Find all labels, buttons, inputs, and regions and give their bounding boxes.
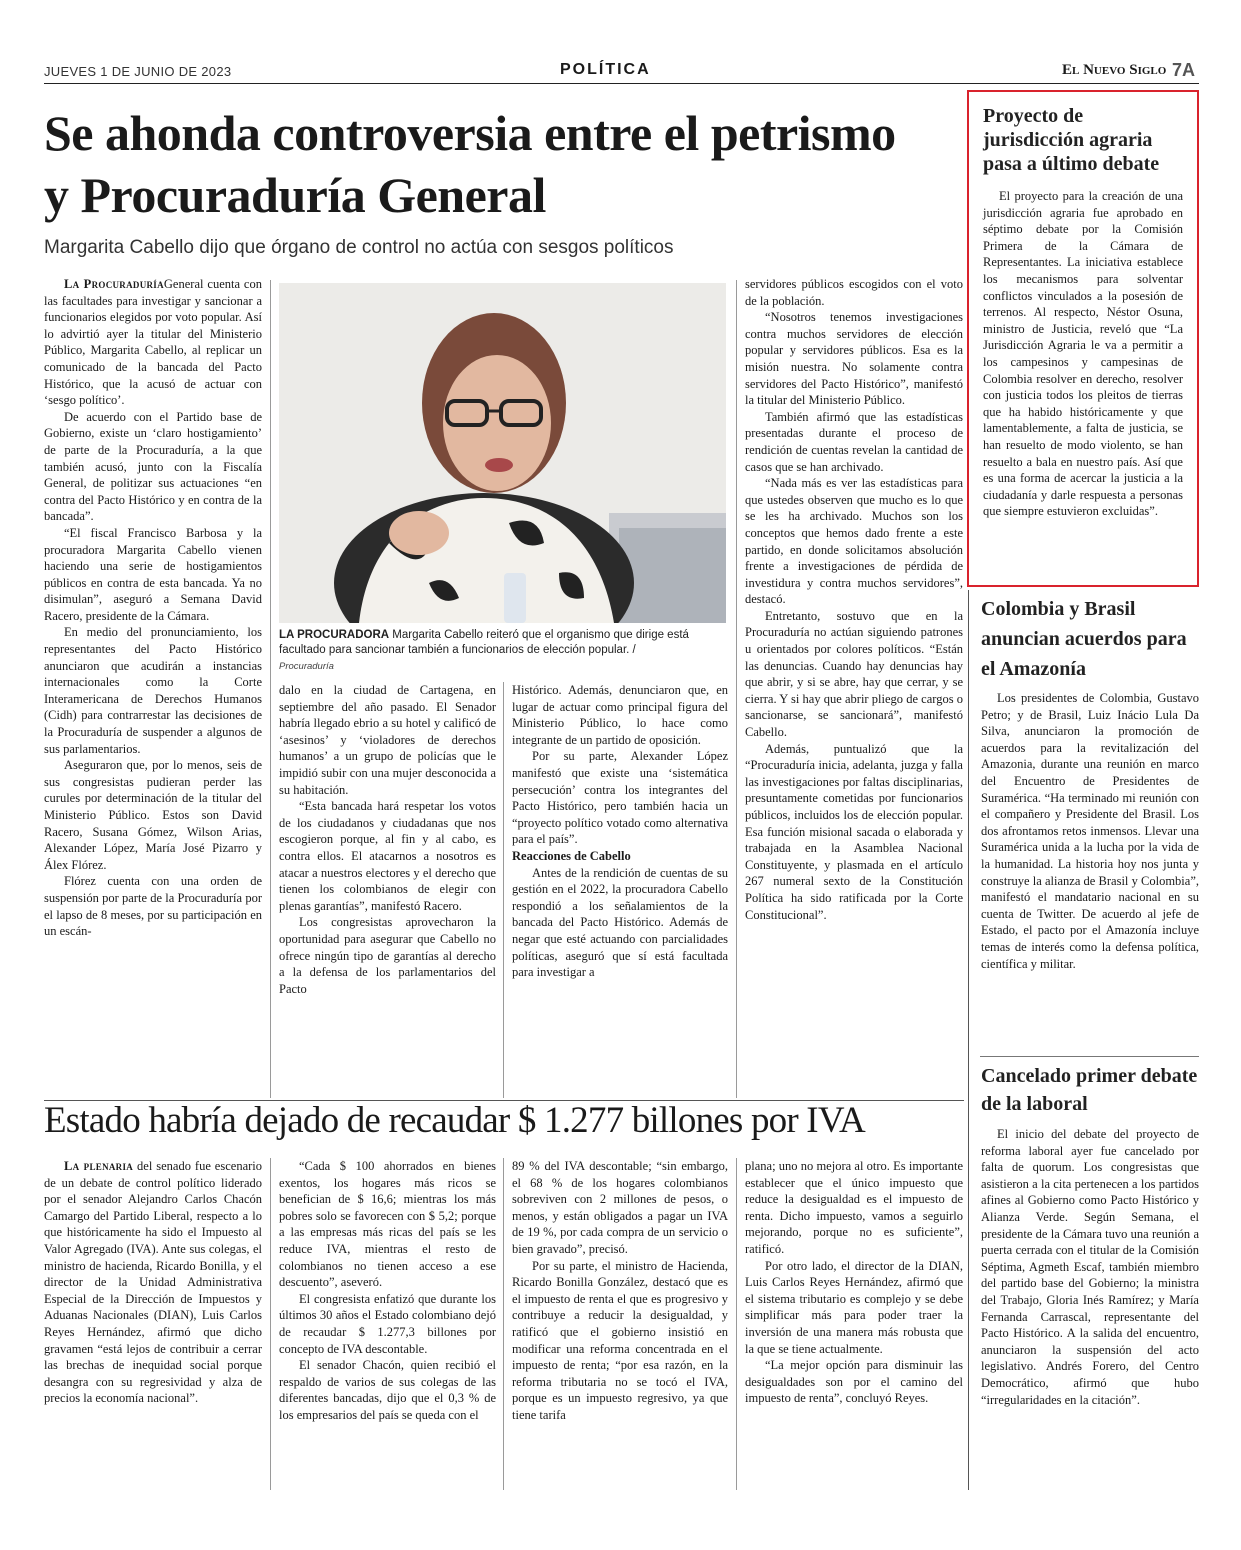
paragraph: “Nosotros tenemos investigaciones contra muchos servidores de elección popular y servidores públicos. Esa es la misión nuestra. No solamente contra servidores del Pacto Histórico”, manifestó la titular del Ministerio Público. <box>745 310 963 408</box>
sidebar-headline-2: Colombia y Brasil anuncian acuerdos para el Amazonía <box>981 598 1187 680</box>
paragraph: Por su parte, Alexander López manifestó que existe una ‘sistemática persecución’ contra los integrantes del Pacto Histórico, pero también hacia un “proyecto político votado como alternativa para el país”. <box>512 749 728 847</box>
main-column-2 <box>279 682 496 997</box>
section-name: POLÍTICA <box>560 61 651 78</box>
paragraph: 89 % del IVA descontable; “sin embargo, el 68 % de los hogares colombianos sobreviven con 2 millones de pesos, o menos, y están obligados a pagar un IVA de 19 %, por cada compra de un servicio o bien gravado”, precisó. <box>512 1159 728 1256</box>
procuradora-photo-illustration <box>279 283 726 623</box>
subheading: Reacciones de Cabello <box>512 848 631 863</box>
article-photo <box>279 283 726 623</box>
photo-credit: Procuraduría <box>279 661 334 672</box>
paragraph: “Esta bancada hará respetar los votos de los ciudadanos y ciudadanas que nos escogieron porque, al fin y al cabo, es contra ellos. El atacarnos a nosotros es atacar a nuestros electores y el derecho que tienen los colombianos de elegir con plenas garantías”, manifestó Racero. <box>279 799 496 913</box>
second-column-1 <box>44 1158 262 1407</box>
paragraph: plana; uno no mejora al otro. Es importante establecer que el único impuesto que reduce la desigualdad es el impuesto de renta. Dicho impuesto, vamos a seguirlo mejorando, porque no es suficiente”, ratificó. <box>745 1159 963 1256</box>
newspaper-name: El Nuevo Siglo <box>1062 62 1167 78</box>
main-column-1 <box>44 276 262 940</box>
paragraph: Entretanto, sostuvo que en la Procuraduría no actúan siguiendo patrones u orientados por colores políticos. “Están las denuncias. Cuando hay denuncias hay que abrir, y si se abre, hay que cerrar, y se cierra. Y si hay que abrir pliego de cargos o sancionarse, se sancionará”, manifestó Cabello. <box>745 608 963 740</box>
paragraph: Antes de la rendición de cuentas de su gestión en el 2022, la procuradora Cabello respondió a los señalamientos de la bancada del Pacto Histórico. Además de negar que esté actuando con parcialidades políticas, aseguró que sí está facultada para investigar a <box>512 865 728 980</box>
main-column-3 <box>512 682 728 981</box>
header-date: JUEVES 1 DE JUNIO DE 2023 <box>44 64 232 79</box>
paragraph: El senador Chacón, quien recibió el respaldo de varios de sus colegas de las diferentes bancadas, dijo que el 0,3 % de los empresarios del país se queda con el <box>279 1358 496 1422</box>
second-headline: Estado habría dejado de recaudar $ 1.277 billones por IVA <box>44 1100 865 1141</box>
second-column-2 <box>279 1158 496 1424</box>
sidebar-divider <box>980 1056 1199 1057</box>
paragraph: Además, puntualizó que la “Procuraduría inicia, adelanta, juzga y falla las investigaciones por faltas disciplinarias, presuntamente cometidas por funcionarios públicos, incluidos los de elección popular. Esa función misional sacada o elaborada y trabajada en la Asamblea Nacional Constituyente, y plasmada en el artículo 267 numeral sexto de la Constitución Política ha sido ratificada por la Corte Constitucional”. <box>745 741 963 922</box>
paragraph: dalo en la ciudad de Cartagena, en septiembre del año pasado. El Senador habría llegado ebrio a su hotel y calificó de ‘asesinos’ y ‘violadores de derechos humanos’ a un grupo de policías que le impidió subir con una mujer desconocida a su habitación. <box>279 683 496 797</box>
paragraph: Por otro lado, el director de la DIAN, Luis Carlos Reyes Hernández, afirmó que el sistema tributario es complejo y se debe simplificar más para poder traer la inversión de una manera más robusta que la que se tiene actualmente. <box>745 1258 963 1356</box>
paragraph: Histórico. Además, denunciaron que, en lugar de actuar como principal figura del Ministerio Público, lo hace como integrante de un partido de oposición. <box>512 683 728 747</box>
paragraph: del senado fue escenario de un debate de control político liderado por el senador Alejandro Carlos Chacón Camargo del Partido Liberal, respecto a lo que históricamente ha sido el Impuesto al Valor Agregado (IVA). Ante sus colegas, el ministro de hacienda, Ricardo Bonilla, y el director de la Unidad Administrativa Especial de la Dirección de Impuestos y Aduanas Nacionales (DIAN), Luis Carlos Reyes Hernández, afirmó que dicho gravamen “está lejos de contribuir a cerrar las brechas de inequidad social porque desangra con su regresividad y alza de precios la economía nacional”. <box>44 1159 263 1406</box>
header-rule <box>44 83 1199 84</box>
sidebar-headline-3: Cancelado primer debate de la laboral <box>981 1065 1198 1115</box>
sidebar-body-2: Los presidentes de Colombia, Gustavo Petro; y de Brasil, Luiz Inácio Lula Da Silva, anunciaron la promoción de acuerdos para la revitalización del Amazonia, durante una reunión en marco del Encuentro de Presidentes de Suramérica. “Ha terminado mi reunión con el compañero y Presidente del Brasil. Los dos afrontamos retos inmensos. Llevar una Suramérica unida a la lucha por la vida de la humanidad. La historia hoy nos junta y construye la alianza de Brasil y Colombia”, manifestó el mandatario nacional en su cuenta de Twitter. De acuerdo al jefe de Estado, el pacto por el Amazonía incluye temas de interés como la defensa política, científica y militar. <box>981 691 1199 971</box>
sidebar-body-1: El proyecto para la creación de una jurisdicción agraria fue aprobado en séptimo debate por la Comisión Primera de la Cámara de Representantes. La iniciativa establece los mecanismos para solventar conflictos vinculados a la posesión de terrenos. Al respecto, Néstor Osuna, ministro de Justicia, reveló que “La Jurisdicción Agraria le va a permitir a los campesinos y campesinas de Colombia resolver en derecho, resolver con justicia todos los pleitos de tierras que ha habido históricamente y que lamentablemente, a falta de justicia, se han resuelto de modo violento, se han resuelto a bala en nuestro país. Así que es una forma de acercar la justicia a la ciudadanía y darle respuesta a personas que siempre estuvieron excluidas”. <box>983 189 1183 519</box>
paragraph: De acuerdo con el Partido base de Gobierno, existe un ‘claro hostigamiento’ de parte de la Procuraduría, a la que también acusó, junto con la Fiscalía General, de politizar sus actuaciones “en contra del Pacto Histórico y en contra de la bancada”. <box>44 409 262 524</box>
main-subtitle: Margarita Cabello dijo que órgano de control no actúa con sesgos políticos <box>44 237 674 258</box>
paragraph: General cuenta con las facultades para investigar y sancionar a funcionarios elegidos por voto popular. Así lo advirtió ayer la titular del Ministerio Público, Margarita Cabello, al replicar un comunicado de la bancada del Pacto Histórico, que la acusó de actuar con ‘sesgo político’. <box>44 277 262 408</box>
caption-lead: LA PROCURADORA <box>279 629 390 641</box>
paragraph: “Cada $ 100 ahorrados en bienes exentos, los hogares más ricos se benefician de $ 16,6; mientras los más pobres solo se favorecen con $ 5,2; porque a las empresas más ricas del país se les reduce IVA, mientras el resto de colombianos no tienen acceso a ese descuento”, aseveró. <box>279 1159 496 1290</box>
main-headline: Se ahonda controversia entre el petrismo y Procuraduría General <box>44 105 896 223</box>
paragraph: También afirmó que las estadísticas presentadas durante el proceso de rendición de cuentas revelan la cantidad de casos que se han archivado. <box>745 409 963 474</box>
paragraph: Los congresistas aprovecharon la oportunidad para asegurar que Cabello no ofrece ningún tipo de garantías al derecho a la defensa de los parlamentarios del Pacto <box>279 915 496 996</box>
paragraph: “El fiscal Francisco Barbosa y la procuradora Margarita Cabello vienen haciendo una serie de hostigamientos públicos en contra de esta bancada. Ya no disimulan”, aseguró a Semana David Racero, presidente de la Cámara. <box>44 525 262 623</box>
sidebar-story-3 <box>981 1062 1199 1408</box>
sidebar-headline-1: Proyecto de jurisdicción agraria pasa a último debate <box>983 105 1160 175</box>
page-number: 7A <box>1172 60 1196 80</box>
sidebar-story-2 <box>981 594 1199 972</box>
paragraph: “Nada más es ver las estadísticas para que ustedes observen que mucho es lo que se les ha archivado. Muchos son los conceptos que hemos dado frente a este partido, en donde solicitamos absolución frente a investigaciones de pérdida de investidura y contra muchos servidores”, destacó. <box>745 476 963 607</box>
photo-caption <box>279 628 726 658</box>
paragraph: Flórez cuenta con una orden de suspensión por parte de la Procuraduría por el lapso de 8 meses, por su participación en un escán- <box>44 874 262 939</box>
sidebar-featured-box <box>967 90 1199 587</box>
paragraph: En medio del pronunciamiento, los representantes del Pacto Histórico anunciaron que acudirán a instancias internacionales como la Corte Interamericana de Derechos Humanos (Cidh) para contrarrestar las decisiones de la Procuraduría de suspender a algunos de sus parlamentarios. <box>44 625 262 756</box>
main-column-4 <box>745 276 963 923</box>
paragraph: “La mejor opción para disminuir las desigualdades son por el camino del impuesto de renta”, concluyó Reyes. <box>745 1358 963 1406</box>
lead-word: La Procuraduría <box>64 277 164 291</box>
caption-text: Margarita Cabello reiteró que el organismo que dirige está facultado para sancionar también a funcionarios de elección popular. / <box>279 629 689 656</box>
paragraph: Por su parte, el ministro de Hacienda, Ricardo Bonilla González, destacó que es el impuesto de renta el que es progresivo y contribuye a reducir la desigualdad, y ratificó que el gobierno insistió en modificar una reforma concentrada en el impuesto de renta; “por esa razón, en la reforma tributaria no se tocó el IVA, porque es un impuesto regresivo, ya que tiene tarifa <box>512 1258 728 1422</box>
sidebar-body-3: El inicio del debate del proyecto de reforma laboral ayer fue cancelado por falta de quorum. Los congresistas que asistieron a la cita pertenecen a los partidos afines al Gobierno como Pacto Histórico y Alianza Verde. Según Semana, el presidente de la Cámara tuvo una reunión a puerta cerrada con el titular de la Comisión Séptima, Agmeth Escaf, también miembro del partido base del Gobierno; la ministra del Trabajo, Gloria Inés Ramírez; y María Fernanda Carrascal, representante del Pacto Histórico. A la salida del encuentro, anunciaron la suspensión del acto legislativo. Andrés Forero, del Centro Democrático, afirmó que hubo “irregularidades en la citación”. <box>981 1127 1199 1407</box>
paragraph: servidores públicos escogidos con el voto de la población. <box>745 277 963 308</box>
paragraph: Aseguraron que, por lo menos, seis de sus congresistas pudieran perder las curules por determinación de la titular del Ministerio Público. Estos son David Racero, Susana Gómez, Wilson Arias, Alexander López, María José Pizarro y Álex Flórez. <box>44 758 262 872</box>
second-column-4 <box>745 1158 963 1407</box>
paragraph: El congresista enfatizó que durante los últimos 30 años el Estado colombiano dejó de recaudar $ 1.277,3 billones por concepto de IVA descontable. <box>279 1291 496 1356</box>
second-column-3 <box>512 1158 728 1424</box>
lead-word: La plenaria <box>64 1159 134 1173</box>
